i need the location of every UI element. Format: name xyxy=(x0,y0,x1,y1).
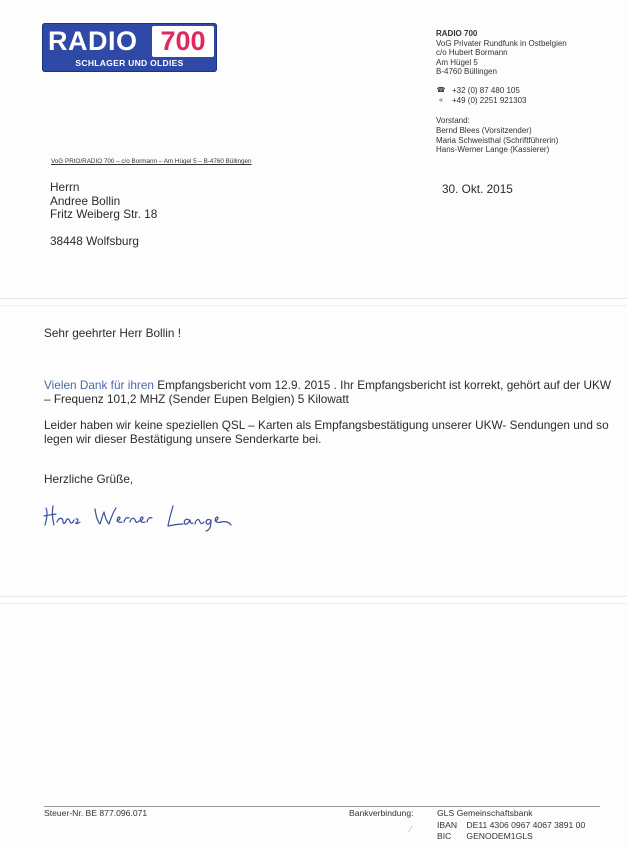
bank-label: Bankverbindung: xyxy=(349,808,414,818)
bic-label: BIC xyxy=(437,831,452,842)
body-paragraph-1 xyxy=(44,379,616,406)
return-address: VoG PRIO/RADIO 700 – c/o Bormann – Am Hügel 5 – B-4760 Büllingen xyxy=(51,158,252,165)
salutation: Sehr geehrter Herr Bollin ! xyxy=(44,326,182,340)
closing: Herzliche Grüße, xyxy=(44,472,134,486)
radio-700-logo xyxy=(42,23,217,72)
board-title: Vorstand: xyxy=(436,116,470,125)
iban-row xyxy=(437,820,585,832)
paragraph-lead: Vielen Dank für ihren xyxy=(44,378,154,392)
bic-row xyxy=(437,831,585,843)
board-member: Bernd Blees (Vorsitzender) xyxy=(436,125,532,135)
fax-row xyxy=(436,96,527,106)
iban-label: IBAN xyxy=(437,819,458,830)
recipient-street: Fritz Weiberg Str. 18 xyxy=(50,207,158,222)
sender-line: c/o Hubert Bormann xyxy=(436,48,508,58)
contact-block xyxy=(436,86,527,106)
logo-number: 700 xyxy=(160,26,206,56)
board-block xyxy=(436,116,558,155)
fax-icon: « xyxy=(439,97,443,104)
paragraph-rest: Empfangsbericht vom 12.9. 2015 . Ihr Empfangsbericht ist korrekt, gehört auf der UKW – Frequenz 101,2 MHZ (Sender Eupen Belgien) 5 Kilowatt xyxy=(44,378,611,406)
recipient-city: 38448 Wolfsburg xyxy=(50,233,139,248)
phone-icon: ☎ xyxy=(436,87,446,94)
board-member: Maria Schweisthal (Schriftführerin) xyxy=(436,135,559,145)
fax-number: +49 (0) 2251 921303 xyxy=(452,96,527,105)
letter-date: 30. Okt. 2015 xyxy=(442,182,513,196)
footer-divider xyxy=(44,806,600,807)
body-paragraph-2: Leider haben wir keine speziellen QSL – Karten als Empfangsbestätigung unserer UKW- Sendungen und so legen wir dieser Bestätigung unsere Senderkarte bei. xyxy=(44,418,609,446)
sender-line: VoG Privater Rundfunk in Ostbelgien xyxy=(436,38,567,48)
bank-name: GLS Gemeinschaftsbank xyxy=(437,808,533,818)
iban-value: DE11 4306 0967 4067 3891 00 xyxy=(466,819,586,830)
tax-number: Steuer-Nr. BE 877.096.071 xyxy=(44,808,148,818)
logo-word: RADIO xyxy=(48,26,138,56)
phone-row xyxy=(436,86,527,96)
recipient-title: Herrn xyxy=(50,180,80,194)
sender-name: RADIO 700 xyxy=(436,29,478,38)
logo-number-box xyxy=(152,26,214,57)
signature xyxy=(43,500,233,532)
recipient-name: Andree Bollin xyxy=(50,193,121,208)
sender-line: Am Hügel 5 xyxy=(436,57,478,67)
footer-mark: ⁄ xyxy=(410,824,412,834)
scan-seam xyxy=(0,298,627,306)
bank-details xyxy=(437,808,585,843)
recipient-address xyxy=(50,181,157,248)
scan-seam xyxy=(0,596,627,604)
phone-number: +32 (0) 87 480 105 xyxy=(452,86,520,95)
logo-tagline: SCHLAGER UND OLDIES xyxy=(75,58,184,68)
bic-value: GENODEM1GLS xyxy=(466,831,533,842)
sender-line: B-4760 Büllingen xyxy=(436,67,497,77)
board-member: Hans-Werner Lange (Kassierer) xyxy=(436,145,550,155)
sender-address xyxy=(436,29,567,77)
